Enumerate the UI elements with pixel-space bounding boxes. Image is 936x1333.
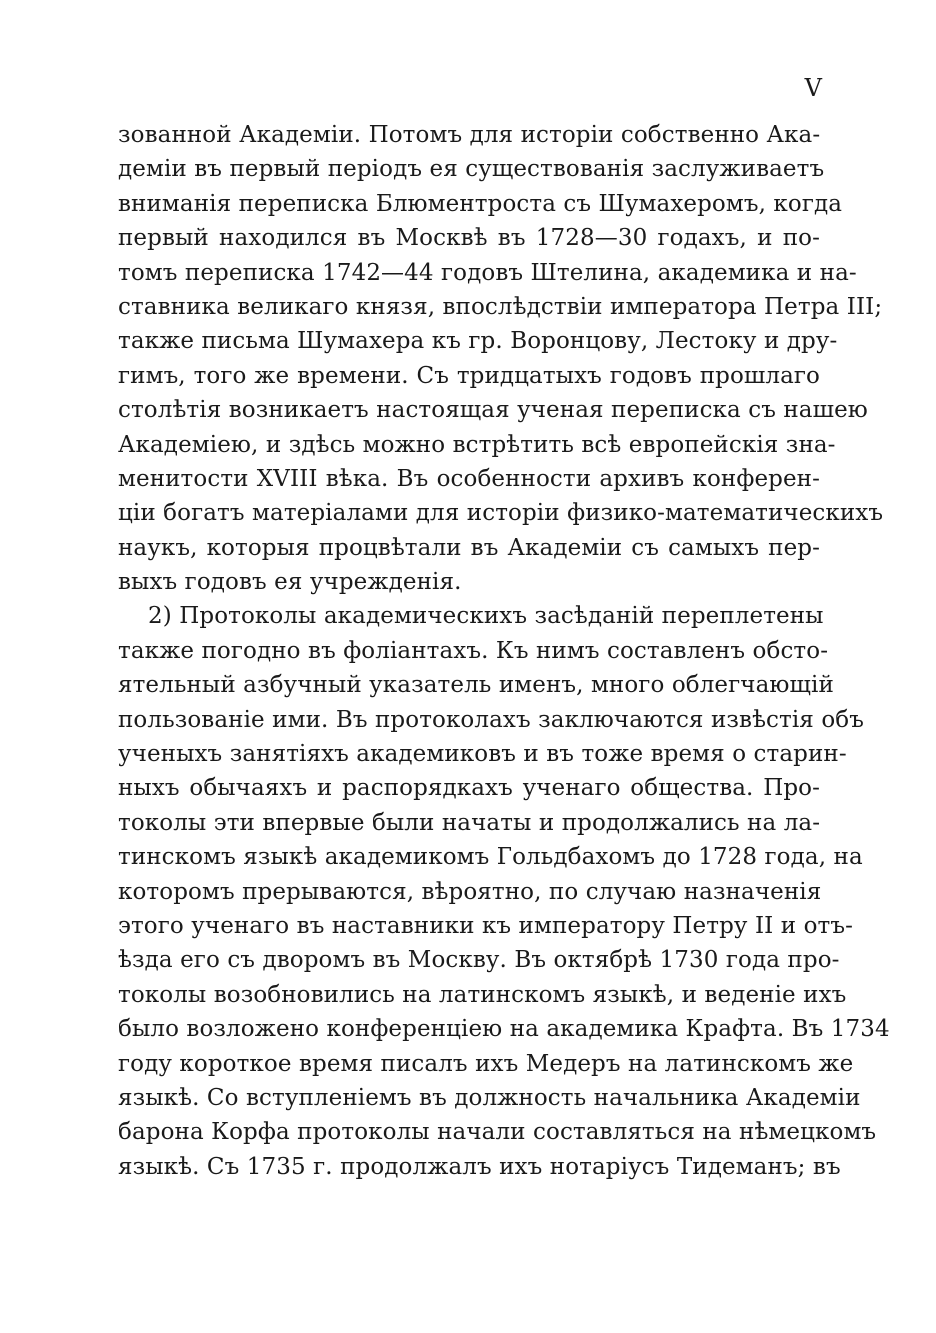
text-line: столѣтія возникаетъ настоящая ученая переписка съ нашею [118, 397, 868, 424]
text-line: пользованіе ими. Въ протоколахъ заключаются извѣстія объ [118, 706, 864, 733]
text-line: также письма Шумахера къ гр. Воронцову, Лестоку и дру- [118, 328, 838, 355]
text-line: Академіею, и здѣсь можно встрѣтить всѣ европейскія зна- [118, 431, 836, 458]
text-line: языкѣ. Съ 1735 г. продолжалъ ихъ нотаріусъ Тидеманъ; въ [118, 1153, 841, 1180]
text-line: наукъ, которыя процвѣтали въ Академіи съ самыхъ пер- [118, 534, 820, 561]
text-line: первый находился въ Москвѣ въ 1728—30 годахъ, и по- [118, 225, 820, 252]
page-number: V [804, 74, 822, 102]
text-line: зованной Академіи. Потомъ для исторіи собственно Ака- [118, 122, 821, 148]
text-line: ятельный азбучный указатель именъ, много облегчающій [118, 672, 834, 699]
text-line: гимъ, того же времени. Съ тридцатыхъ годовъ прошлаго [118, 362, 820, 389]
paragraph-2 [118, 599, 890, 1184]
text-line: токолы возобновились на латинскомъ языкѣ, и веденіе ихъ [118, 981, 847, 1008]
text-line: вниманія переписка Блюментроста съ Шумахеромъ, когда [118, 190, 843, 217]
text-line: ставника великаго князя, впослѣдствіи императора Петра III; [118, 293, 883, 320]
text-line: этого ученаго въ наставники къ императору Петру II и отъ- [118, 912, 853, 939]
text-line: тинскомъ языкѣ академикомъ Гольдбахомъ до 1728 года, на [118, 844, 863, 871]
text-line: которомъ прерываются, вѣроятно, по случаю назначенія [118, 878, 822, 905]
text-line: ѣзда его съ дворомъ въ Москву. Въ октябрѣ 1730 года про- [118, 947, 840, 974]
text-line: также погодно въ фоліантахъ. Къ нимъ составленъ обсто- [118, 637, 829, 664]
text-line: ученыхъ занятіяхъ академиковъ и въ тоже время о старин- [118, 741, 847, 768]
text-line: 2) Протоколы академическихъ засѣданій переплетены [148, 603, 824, 630]
text-line: токолы эти впервые были начаты и продолжались на ла- [118, 809, 821, 836]
text-line: ціи богатъ матеріалами для исторіи физико-математическихъ [118, 500, 884, 527]
text-line: деміи въ первый періодъ ея существованія заслуживаетъ [118, 156, 825, 183]
paragraph-1 [118, 118, 884, 599]
text-line: томъ переписка 1742—44 годовъ Штелина, академика и на- [118, 259, 857, 286]
text-line: языкѣ. Со вступленіемъ въ должность начальника Академіи [118, 1084, 861, 1111]
text-line: барона Корфа протоколы начали составляться на нѣмецкомъ [118, 1119, 877, 1146]
text-line: было возложено конференціею на академика Крафта. Въ 1734 [118, 1016, 890, 1043]
body-text [118, 118, 890, 1184]
text-line: менитости XVIII вѣка. Въ особенности архивъ конферен- [118, 465, 820, 492]
text-line: выхъ годовъ ея учрежденія. [118, 569, 462, 596]
text-line: году короткое время писалъ ихъ Медеръ на латинскомъ же [118, 1050, 854, 1077]
text-line: ныхъ обычаяхъ и распорядкахъ ученаго общества. Про- [118, 775, 820, 802]
